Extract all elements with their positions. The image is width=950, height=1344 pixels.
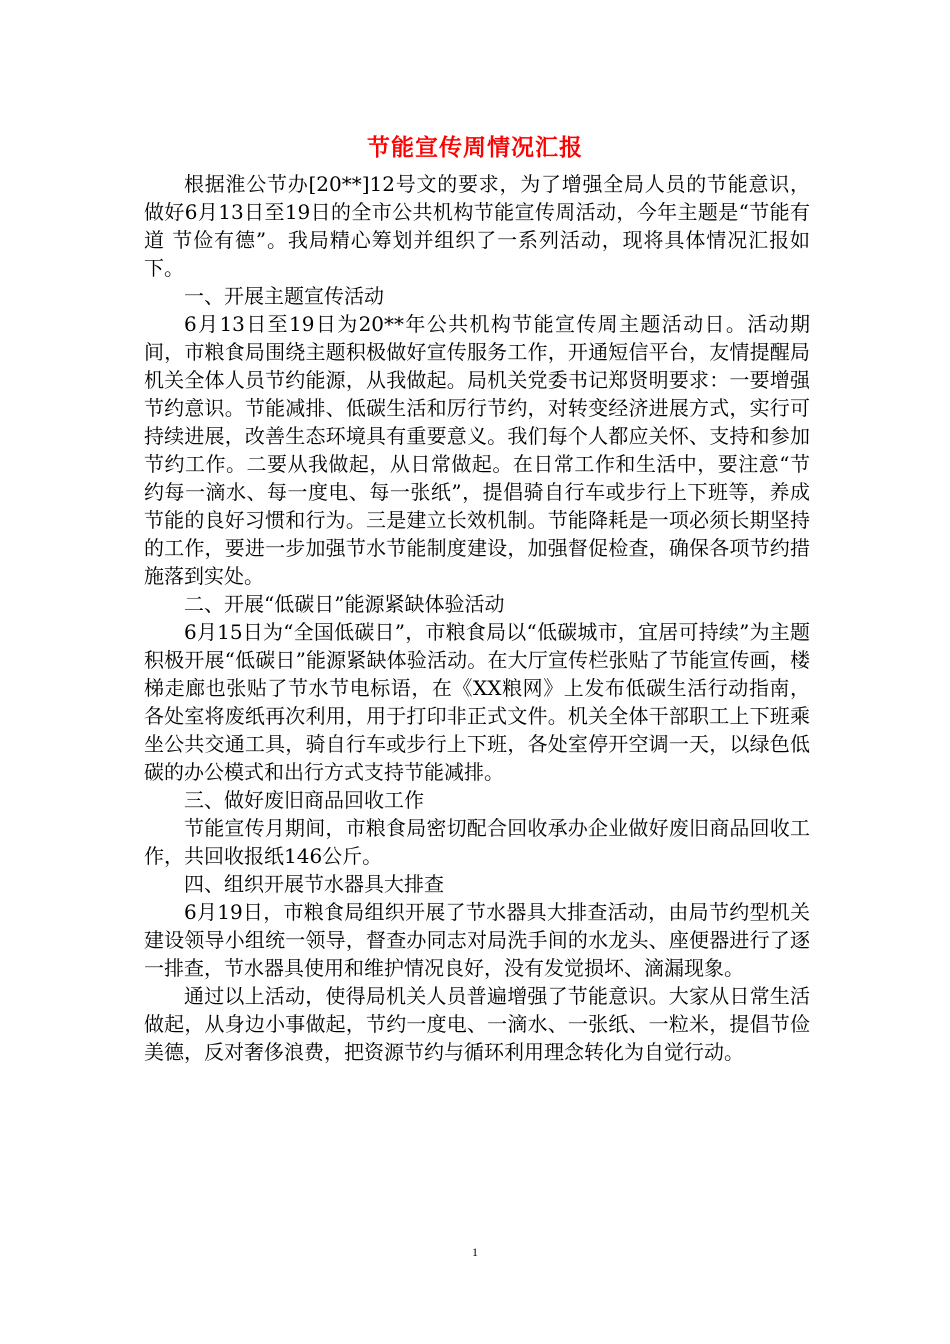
paragraph-intro: 根据淮公节办[20**]12号文的要求，为了增强全局人员的节能意识，做好6月13日至19日的全市公共机构节能宣传周活动，今年主题是“节能有道 节俭有德”。我局精心筹划并组织了一系列活动，现将具体情况汇报如下。: [144, 172, 810, 280]
paragraph-section-2: 6月15日为“全国低碳日”，市粮食局以“低碳城市，宜居可持续”为主题积极开展“低碳日”能源紧缺体验活动。在大厅宣传栏张贴了节能宣传画，楼梯走廊也张贴了节水节电标语，在《XX粮网》上发布低碳生活行动指南，各处室将废纸再次利用，用于打印非正式文件。机关全体干部职工上下班乘坐公共交通工具，骑自行车或步行上下班，各处室停开空调一天，以绿色低碳的办公模式和出行方式支持节能减排。: [144, 620, 810, 784]
paragraph-section-1: 6月13日至19日为20**年公共机构节能宣传周主题活动日。活动期间，市粮食局围绕主题积极做好宣传服务工作，开通短信平台，友情提醒局机关全体人员节约能源，从我做起。局机关党委书记郑贤明要求：一要增强节约意识。节能减排、低碳生活和厉行节约，对转变经济进展方式，实行可持续进展，改善生态环境具有重要意义。我们每个人都应关怀、支持和参加节约工作。二要从我做起，从日常做起。在日常工作和生活中，要注意“节约每一滴水、每一度电、每一张纸”，提倡骑自行车或步行上下班等，养成节能的良好习惯和行为。三是建立长效机制。节能降耗是一项必须长期坚持的工作，要进一步加强节水节能制度建设，加强督促检查，确保各项节约措施落到实处。: [144, 312, 810, 588]
section-heading-3: 三、做好废旧商品回收工作: [184, 788, 424, 812]
section-heading-2: 二、开展“低碳日”能源紧缺体验活动: [184, 592, 505, 616]
paragraph-section-3: 节能宣传月期间，市粮食局密切配合回收承办企业做好废旧商品回收工作，共回收报纸146公斤。: [144, 816, 810, 868]
page-number: 1: [472, 1245, 478, 1259]
document-title: 节能宣传周情况汇报: [367, 134, 583, 161]
section-heading-4: 四、组织开展节水器具大排查: [184, 872, 444, 896]
paragraph-section-4: 6月19日，市粮食局组织开展了节水器具大排查活动，由局节约型机关建设领导小组统一领导，督查办同志对局洗手间的水龙头、座便器进行了逐一排查，节水器具使用和维护情况良好，没有发觉损坏、滴漏现象。: [144, 900, 810, 980]
section-heading-1: 一、开展主题宣传活动: [184, 284, 384, 308]
document-body: [144, 170, 810, 1066]
paragraph-conclusion: 通过以上活动，使得局机关人员普遍增强了节能意识。大家从日常生活做起，从身边小事做起，节约一度电、一滴水、一张纸、一粒米，提倡节俭美德，反对奢侈浪费，把资源节约与循环利用理念转化为自觉行动。: [144, 984, 810, 1064]
